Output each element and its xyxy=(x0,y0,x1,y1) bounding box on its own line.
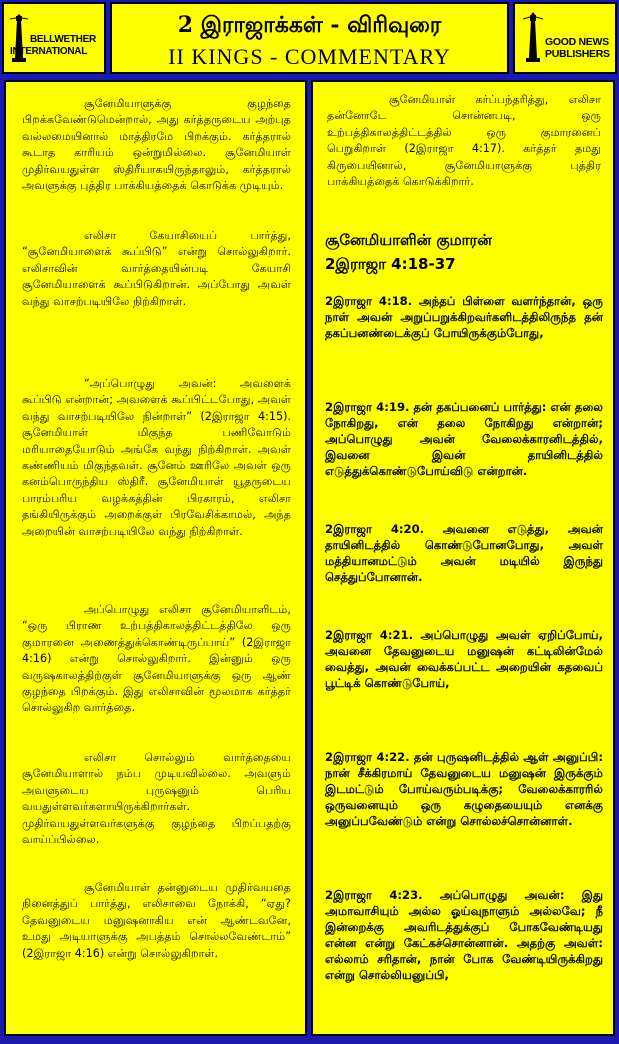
verse-paragraph: 2இராஜா 4:22. தன் புருஷனிடத்தில் ஆள் அனுப்பி: நான் சீக்கிரமாய் தேவனுடைய மனுஷன் இருக்கும் இடமட்டும் போய்வரும்படிக்கு; வேலைக்காரரில் ஒருவனையும் ஒரு கழுதையையும் எனக்கு அனுப்பவேண்டும் என்று சொல்லச்சொன்னாள். xyxy=(325,750,603,828)
verse-paragraph: 2இராஜா 4:21. அப்பொழுது அவள் ஏறிப்போய், அவனை தேவனுடைய மனுஷன் கட்டிலின்மேல் வைத்து, அவன் வைக்கப்பட்ட அறையின் கதவைப் பூட்டிக் கொண்டுபோய், xyxy=(325,628,603,690)
section-heading-ref: 2இராஜா 4:18-37 xyxy=(325,255,456,273)
section-heading-title: சூனேமியாளின் குமாரன் xyxy=(325,231,492,249)
verse-paragraph: 2இராஜா 4:23. அப்பொழுது அவன்: இது அமாவாசியும் அல்ல ஓய்வுநாளும் அல்லவே; நீ இன்றைக்கு அவரிடத்துக்குப் போகவேண்டியது என்ன என்று கேட்கச்சொன்னான். அதற்கு அவள்: எல்லாம் சரிதான், நான் போக வேண்டியிருக்கிறது என்று சொல்லியனுப்பி, xyxy=(325,888,603,982)
title-box xyxy=(110,2,509,74)
verse-paragraph: 2இராஜா 4:18. அந்தப் பிள்ளை வளர்ந்தான், ஒரு நாள் அவன் அறுப்பறுக்கிறவர்களிடத்திலிருந்த தன் தகப்பனண்டைக்குப் போயிருக்கும்போது, xyxy=(325,294,603,340)
right-intro: சூனேமியாள் கர்ப்பந்தரித்து, எலிசா தன்னோடே சொன்னபடி, ஒரு உற்பத்திகாலத்திட்டத்தில் ஒரு குமாரனைப் பெறுகிறாள் (2இராஜா 4:17). கர்த்தர் தமது கிருபையினால், சூனேமியாளுக்கு புத்திர பாக்கியத்தைக் கொடுக்கிறார். xyxy=(327,93,601,189)
left-paragraph: சூனேமியாளுக்கு குழந்தை பிறக்கவேண்டுமென்றால், அது கர்த்தருடைய அற்புத வல்லமையினால் மாத்திரமே பிறக்கும். கர்த்தரால் கூடாத காரியம் ஒன்றுமில்லை. சூனேமியாள் முதிர்வயதுள்ள ஸ்திரீயாகயிருந்தாலும், கர்த்தரால் அவளுக்கு புத்திர பாக்கியத்தைக் கொடுக்க முடியும். xyxy=(22,97,291,193)
logo-left-line1: BELLWETHER xyxy=(30,34,96,45)
verse-paragraph: 2இராஜா 4:20. அவனை எடுத்து, அவன் தாயினிடத்தில் கொண்டுபோனபோது, அவள் மத்தியானமட்டும் அவன் மடியில் இருந்து செத்துப்போனான். xyxy=(325,522,603,584)
left-paragraph: அப்பொழுது எலிசா சூனேமியாளிடம், “ஒரு பிராண உற்பத்திகாலத்திட்டத்திலே ஒரு குமாரனை அணைத்துக்கொண்டிருப்பாய்” (2இராஜா 4:16) என்று சொல்லுகிறார். இன்னும் ஒரு வருஷகாலத்திற்குள் சூனேமியாளுக்கு ஒரு ஆண் குழந்தை பிறக்கும். இது எலிசாவின் மூலமாக கர்த்தர் சொல்லுகிற வார்த்தை. xyxy=(22,603,291,715)
left-paragraph: எலிசா சொல்லும் வார்த்தையை சூனேமியாளால் நம்ப முடியவில்லை. அவளும் அவளுடைய புருஷனும் பெரிய வயதுள்ளவர்களாயிருக்கிறார்கள். முதிர்வயதுள்ளவர்களுக்கு குழந்தை பிறப்பதற்கு வாய்ப்பில்லை. xyxy=(22,751,291,847)
good-news-logo xyxy=(513,2,617,74)
verse-paragraph: 2இராஜா 4:19. தன் தகப்பனைப் பார்த்து: என் தலை நோகிறது, என் தலை நோகிறது என்றான்; அப்பொழுது அவன் வேலைக்காரனிடத்தில், இவனை இவன் தாயினிடத்தில் எடுத்துக்கொண்டுபோய்விடு என்றான். xyxy=(325,400,603,478)
title-tamil: 2 இராஜாக்கள் - விரிவுரை xyxy=(177,12,442,38)
left-column xyxy=(4,80,307,1036)
lighthouse-icon xyxy=(523,12,543,64)
left-paragraph: எலிசா கேயாசியைப் பார்த்து, “சூனேமியாளைக் கூப்பிடு” என்று சொல்லுகிறார். எலிசாவின் வார்த்தையின்படி கேயாசி சூனேமியாளைக் கூப்பிடுகிறான். அப்போது அவள் வந்து வாசற்படியிலே நிற்கிறாள். xyxy=(22,229,291,308)
section-heading xyxy=(325,228,603,276)
logo-left-line2: INTERNATIONAL xyxy=(10,46,88,57)
page-header xyxy=(2,2,617,74)
left-paragraph: “அப்பொழுது அவன்: அவளைக் கூப்பிடு என்றான்; அவளைக் கூப்பிட்டபோது, அவள் வந்து வாசற்படியிலே நின்றாள்” (2இராஜா 4:15). சூனேமியாள் மிகுந்த பணிவோடும் மரியாதையோடும் அங்கே வந்து நிற்கிறாள். அவள் கண்ணியம் மிகுந்தவள். சூனேம் ஊரிலே அவள் ஒரு கனம்பொருந்திய ஸ்திரீ. சூனேமியாள் யூதருடைய பாரம்பரிய வழக்கத்தின் பிரகாரம், எலிசா தங்கியிருக்கும் அறைக்குள் பிரவேசிக்காமல், அந்த அறையின் வாசற்படியிலே வந்து நிற்கிறாள். xyxy=(22,377,291,538)
left-paragraph: சூனேமியாள் தன்னுடைய முதிர்வயதை நினைத்துப் பார்த்து, எலிசாவை நோக்கி, “ஏது? தேவனுடைய மனுஷனாகிய என் ஆண்டவனே, உமது அடியாளுக்கு அபத்தம் சொல்லவேண்டாம்” (2இராஜா 4:16) என்று சொல்லுகிறாள். xyxy=(22,881,291,960)
logo-right-line2: PUBLISHERS xyxy=(545,48,610,60)
right-column xyxy=(311,80,615,1036)
bellwether-logo xyxy=(2,2,106,74)
logo-right-line1: GOOD NEWS xyxy=(545,36,609,48)
title-english: II KINGS - COMMENTARY xyxy=(168,44,451,69)
